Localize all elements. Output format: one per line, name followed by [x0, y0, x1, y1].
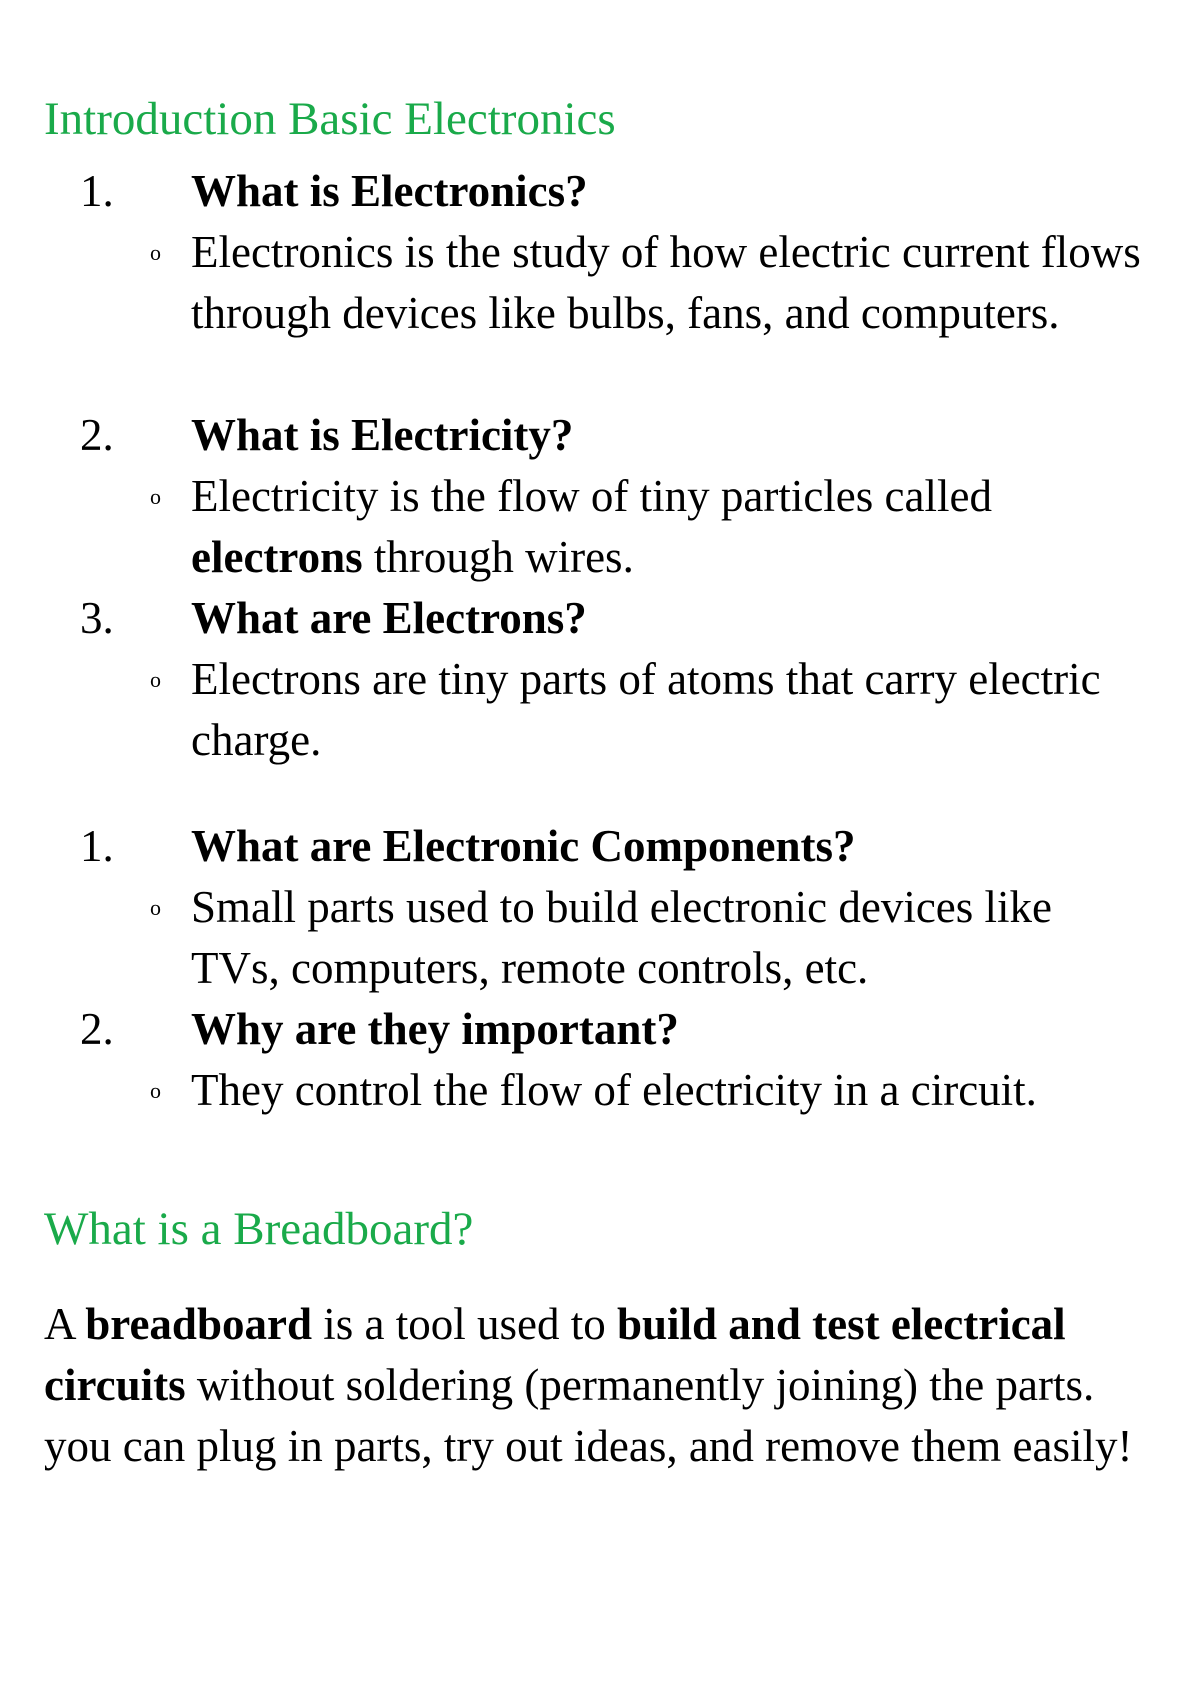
bold-term-build-test: build and test electrical circuits — [44, 1299, 1066, 1410]
question-heading: What are Electronic Components? — [191, 821, 856, 871]
breadboard-paragraph — [44, 1294, 1164, 1477]
bullet-circle-icon: o — [150, 240, 161, 265]
paragraph-text-part: without soldering (permanently joining) the parts. you can plug in parts, try out ideas, and remove them easily! — [44, 1360, 1133, 1471]
bullet-circle-icon: o — [150, 484, 161, 509]
item-number: 1. — [80, 166, 114, 216]
answer-text-part: Electricity is the flow of tiny particles called — [191, 471, 992, 521]
item-number: 3. — [80, 593, 114, 643]
paragraph-text-part: A — [44, 1299, 86, 1349]
answer-text-part: through wires. — [362, 532, 634, 582]
bold-term-breadboard: breadboard — [85, 1299, 312, 1349]
question-heading: What is Electricity? — [191, 410, 574, 460]
section-heading-breadboard: What is a Breadboard? — [44, 1203, 474, 1255]
page-title: Introduction Basic Electronics — [44, 93, 616, 145]
answer-text: They control the flow of electricity in a circuit. — [191, 1065, 1037, 1115]
bullet-circle-icon: o — [150, 895, 161, 920]
answer-text: Electronics is the study of how electric current flows through devices like bulbs, fans, and computers. — [191, 227, 1141, 338]
item-number: 2. — [80, 1004, 114, 1054]
paragraph-text-part: is a tool used to — [311, 1299, 617, 1349]
answer-text: Small parts used to build electronic devices like TVs, computers, remote controls, etc. — [191, 882, 1053, 993]
question-heading: What is Electronics? — [191, 166, 588, 216]
answer-text: Electrons are tiny parts of atoms that carry electric charge. — [191, 654, 1101, 765]
item-number: 2. — [80, 410, 114, 460]
bullet-circle-icon: o — [150, 667, 161, 692]
item-number: 1. — [80, 821, 114, 871]
question-heading: What are Electrons? — [191, 593, 587, 643]
bullet-circle-icon: o — [150, 1078, 161, 1103]
answer-text — [191, 466, 1151, 588]
question-heading: Why are they important? — [191, 1004, 679, 1054]
answer-bold-term: electrons — [191, 532, 363, 582]
